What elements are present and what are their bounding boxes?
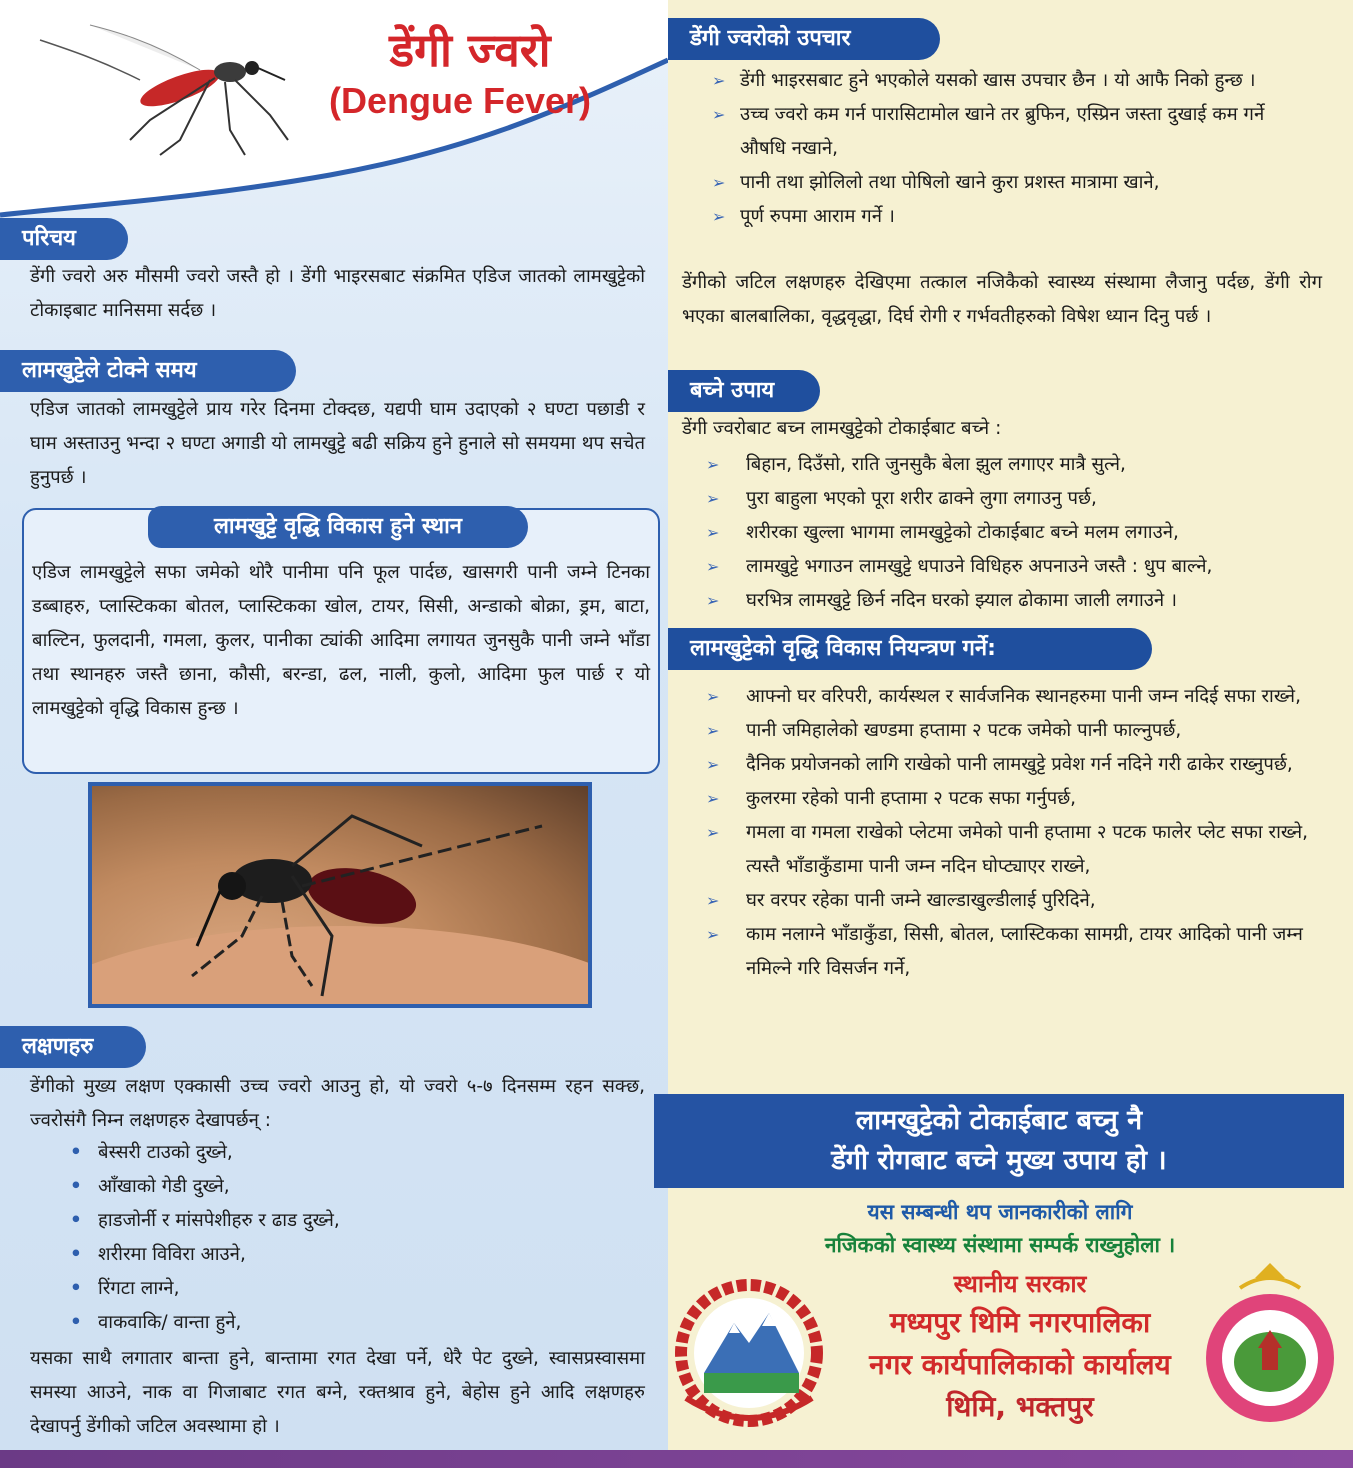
- chevron-right-icon: ➢: [706, 557, 720, 576]
- bite-time-text: एडिज जातको लामखुट्टेले प्राय गरेर दिनमा टोक्दछ, यद्यपी घाम उदाएको २ घण्टा पछाडी र घाम अस्ताउनु भन्दा २ घण्टा अगाडी यो लामखुट्टे बढी सक्रिय हुने हुनाले सो समयमा थप सचेत हुनुपर्छ ।: [30, 399, 645, 488]
- info-line-2: नजिकको स्वास्थ्य संस्थामा सम्पर्क राख्नुहोला ।: [824, 1233, 1176, 1257]
- intro-text: डेंगी ज्वरो अरु मौसमी ज्वरो जस्तै हो । डेंगी भाइरसबाट संक्रमित एडिज जातको लामखुट्टेको टोकाइबाट मानिसमा सर्दछ ।: [30, 266, 645, 321]
- chevron-right-icon: ➢: [706, 891, 720, 910]
- municipality-logo-icon: [1200, 1258, 1340, 1428]
- prevention-list: [706, 448, 1346, 618]
- chevron-right-icon: ➢: [706, 687, 720, 706]
- list-item: • हाडजोर्नी र मांसपेशीहरु र ढाड दुख्ने,: [70, 1204, 630, 1238]
- chevron-right-icon: ➢: [706, 789, 720, 808]
- symptoms-intro: डेंगीको मुख्य लक्षण एक्कासी उच्च ज्वरो आउनु हो, यो ज्वरो ५-७ दिनसम्म रहन सक्छ, ज्वरोसंगै निम्न लक्षणहरु देखापर्छन् :: [30, 1076, 645, 1131]
- list-item: ➢ उच्च ज्वरो कम गर्न पारासिटामोल खाने तर ब्रुफिन, एस्प्रिन जस्ता दुखाई कम गर्ने औषधि नखाने,: [712, 98, 1312, 166]
- treatment-outro: डेंगीको जटिल लक्षणहरु देखिएमा तत्काल नजिकैको स्वास्थ्य संस्थामा लैजानु पर्दछ, डेंगी रोग भएका बालबालिका, वृद्धवृद्धा, दिर्घ रोगी र गर्भवतीहरुको विषेश ध्यान दिनु पर्छ ।: [682, 272, 1322, 327]
- gov-line-3: नगर कार्यपालिकाको कार्यालय: [869, 1348, 1171, 1381]
- breeding-text: एडिज लामखुट्टेले सफा जमेको थोरै पानीमा पनि फूल पार्दछ, खासगरी पानी जम्ने टिनका डब्बाहरु, प्लास्टिकका बोतल, प्लास्टिकका खोल, टायर, सिसी, अन्डाको बोक्रा, ड्रम, बाटा, बाल्टिन, फुलदानी, गमला, कुलर, पानीका ट्यांकी आदिमा लगायत जुनसुकै पानी जम्ने भाँडा तथा स्थानहरु जस्तै छाना, कौसी, बरन्डा, ढल, नाली, कुलो, आदिमा फुल पार्छ र यो लामखुट्टेको वृद्धि विकास हुन्छ ।: [32, 562, 650, 719]
- banner-line-2: डेंगी रोगबाट बच्ने मुख्य उपाय हो ।: [831, 1145, 1167, 1176]
- mosquito-icon: [30, 20, 290, 160]
- chevron-right-icon: ➢: [706, 455, 720, 474]
- heading-treatment: डेंगी ज्वरोको उपचार: [668, 18, 940, 60]
- symptoms-outro: यसका साथै लगातार बान्ता हुने, बान्तामा रगत देखा पर्ने, धेरै पेट दुख्ने, स्वासप्रस्वासमा समस्या आउने, नाक वा गिजाबाट रगत बग्ने, रक्तश्राव हुने, बेहोस हुने आदि लक्षणहरु देखापर्नु डेंगीको जटिल अवस्थामा हो ।: [30, 1348, 645, 1437]
- chevron-right-icon: ➢: [706, 823, 720, 842]
- mosquito-photo-icon: [92, 786, 592, 1008]
- list-item: • आँखाको गेडी दुख्ने,: [70, 1170, 630, 1204]
- prevention-intro: डेंगी ज्वरोबाट बच्न लामखुट्टेको टोकाईबाट बच्ने :: [682, 418, 1002, 439]
- bullet-icon: •: [70, 1210, 82, 1231]
- heading-prevention: बच्ने उपाय: [668, 370, 820, 412]
- list-item: ➢ पानी तथा झोलिलो तथा पोषिलो खाने कुरा प्रशस्त मात्रामा खाने,: [712, 166, 1312, 200]
- list-item: • वाकवाकि/ वान्ता हुने,: [70, 1306, 630, 1340]
- title-nepali: डेंगी ज्वरो: [389, 23, 551, 77]
- chevron-right-icon: ➢: [712, 173, 726, 192]
- list-item: ➢ घर वरपर रहेका पानी जम्ने खाल्डाखुल्डीलाई पुरिदिने,: [706, 884, 1326, 918]
- list-item: ➢ बिहान, दिउँसो, राति जुनसुकै बेला झुल लगाएर मात्रै सुत्ने,: [706, 448, 1346, 482]
- chevron-right-icon: ➢: [706, 721, 720, 740]
- title-english: (Dengue Fever): [328, 80, 592, 121]
- heading-breeding: लामखुट्टे वृद्धि विकास हुने स्थान: [148, 506, 528, 548]
- list-item: ➢ पानी जमिहालेको खण्डमा हप्तामा २ पटक जमेको पानी फाल्नुपर्छ,: [706, 714, 1326, 748]
- chevron-right-icon: ➢: [706, 591, 720, 610]
- chevron-right-icon: ➢: [712, 105, 726, 124]
- list-item: ➢ डेंगी भाइरसबाट हुने भएकोले यसको खास उपचार छैन । यो आफै निको हुन्छ ।: [712, 64, 1312, 98]
- list-item: ➢ आफ्नो घर वरिपरी, कार्यस्थल र सार्वजनिक स्थानहरुमा पानी जम्न नदिई सफा राख्ने,: [706, 680, 1326, 714]
- heading-control: लामखुट्टेको वृद्धि विकास नियन्त्रण गर्ने:: [668, 628, 1152, 670]
- chevron-right-icon: ➢: [712, 207, 726, 226]
- bullet-icon: •: [70, 1244, 82, 1265]
- list-item: ➢ गमला वा गमला राखेको प्लेटमा जमेको पानी हप्तामा २ पटक फालेर प्लेट सफा राख्ने, त्यस्तै भाँडाकुँडामा पानी जम्न नदिन घोप्ट्याएर राख्ने,: [706, 816, 1326, 884]
- list-item: ➢ कुलरमा रहेको पानी हप्तामा २ पटक सफा गर्नुपर्छ,: [706, 782, 1326, 816]
- symptoms-list: [70, 1136, 630, 1340]
- list-item: ➢ शरीरका खुल्ला भागमा लामखुट्टेको टोकाईबाट बच्ने मलम लगाउने,: [706, 516, 1346, 550]
- left-panel: [0, 0, 668, 1450]
- list-item: ➢ पूर्ण रुपमा आराम गर्ने ।: [712, 200, 1312, 234]
- chevron-right-icon: ➢: [712, 71, 726, 90]
- list-item: • शरीरमा विविरा आउने,: [70, 1238, 630, 1272]
- list-item: • रिंगटा लाग्ने,: [70, 1272, 630, 1306]
- info-line-1: यस सम्बन्धी थप जानकारीको लागि: [867, 1200, 1133, 1224]
- key-message-banner: [654, 1094, 1344, 1188]
- bullet-icon: •: [70, 1176, 82, 1197]
- nepal-emblem-icon: [674, 1278, 824, 1428]
- gov-line-4: थिमि, भक्तपुर: [946, 1390, 1094, 1423]
- government-block: [820, 1266, 1220, 1428]
- banner-line-1: लामखुट्टेको टोकाईबाट बच्नु नै: [855, 1105, 1143, 1136]
- chevron-right-icon: ➢: [706, 489, 720, 508]
- list-item: ➢ पुरा बाहुला भएको पूरा शरीर ढाक्ने लुगा लगाउनु पर्छ,: [706, 482, 1346, 516]
- heading-intro: परिचय: [0, 218, 128, 260]
- bullet-icon: •: [70, 1142, 82, 1163]
- heading-symptoms: लक्षणहरु: [0, 1026, 146, 1068]
- list-item: ➢ घरभित्र लामखुट्टे छिर्न नदिन घरको झ्याल ढोकामा जाली लगाउने ।: [706, 584, 1346, 618]
- mosquito-photo: [88, 782, 592, 1008]
- treatment-list: [712, 64, 1312, 234]
- chevron-right-icon: ➢: [706, 925, 720, 944]
- gov-line-2: मध्यपुर थिमि नगरपालिका: [889, 1306, 1151, 1339]
- list-item: ➢ दैनिक प्रयोजनको लागि राखेको पानी लामखुट्टे प्रवेश गर्न नदिने गरी ढाकेर राख्नुपर्छ,: [706, 748, 1326, 782]
- list-item: ➢ काम नलाग्ने भाँडाकुँडा, सिसी, बोतल, प्लास्टिकका सामग्री, टायर आदिको पानी जम्न नमिल्ने गरि विसर्जन गर्ने,: [706, 918, 1326, 986]
- chevron-right-icon: ➢: [706, 755, 720, 774]
- contact-info: [690, 1196, 1310, 1262]
- list-item: • बेस्सरी टाउको दुख्ने,: [70, 1136, 630, 1170]
- heading-bite-time: लामखुट्टेले टोक्ने समय: [0, 350, 296, 392]
- bullet-icon: •: [70, 1278, 82, 1299]
- list-item: ➢ लामखुट्टे भगाउन लामखुट्टे धपाउने विधिहरु अपनाउने जस्तै : धुप बाल्ने,: [706, 550, 1346, 584]
- bottom-strip: [0, 1450, 1353, 1468]
- control-list: [706, 680, 1326, 986]
- bullet-icon: •: [70, 1312, 82, 1333]
- gov-line-1: स्थानीय सरकार: [953, 1270, 1087, 1298]
- chevron-right-icon: ➢: [706, 523, 720, 542]
